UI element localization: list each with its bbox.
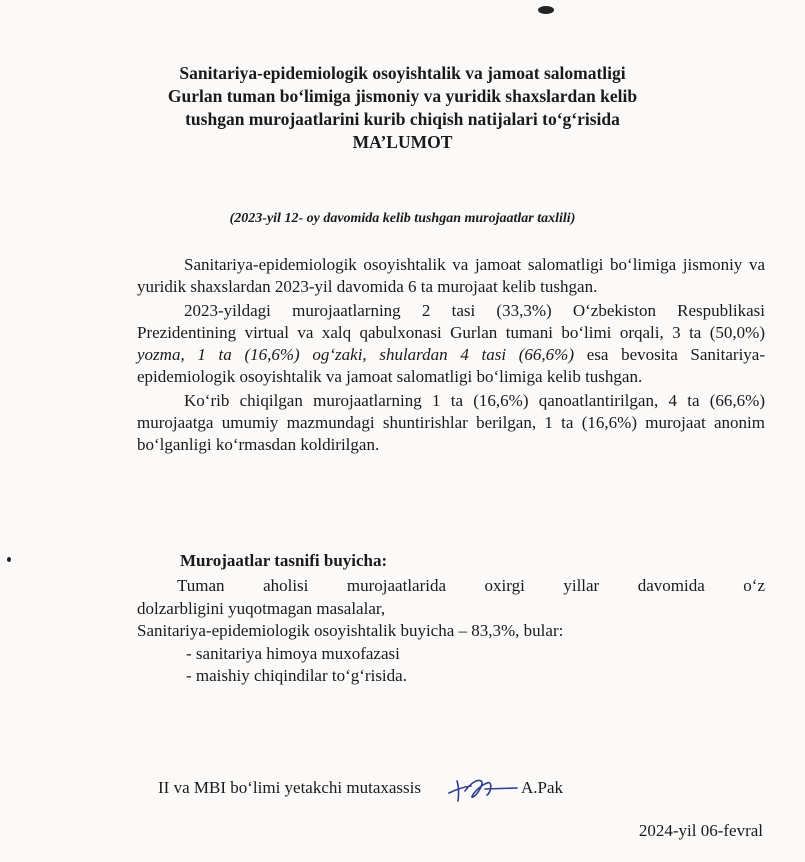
paragraph-total: Sanitariya-epidemiologik osoyishtalik va jamoat salomatligi bo‘limiga jismoniy va yuridik shaxslardan 2023-yil davomida 6 ta murojaat kelib tushgan. <box>137 255 765 297</box>
classification-line: Tuman aholisi murojaatlarida oxirgi yillar davomida o‘z <box>177 576 765 595</box>
paragraph-text: esa bevosita Sanitariya-epidemiologik osoyishtalik va jamoat salomatligi bo‘limiga kelib tushgan. <box>137 345 765 387</box>
document-subtitle: (2023-yil 12- oy davomida kelib tushgan murojaatlar taxlili) <box>229 211 576 226</box>
signature-mark <box>447 771 519 805</box>
signer-position: II va MBI bo‘limi yetakchi mutaxassis <box>158 778 421 797</box>
paragraph-channels <box>137 300 765 389</box>
list-item: - sanitariya himoya muxofazasi <box>186 643 400 663</box>
classification-section <box>137 575 765 688</box>
paragraph-italic-text: yozma, 1 ta (16,6%) og‘zaki, shulardan 4 tasi (66,6%) <box>137 345 575 365</box>
title-line: Sanitariya-epidemiologik osoyishtalik va jamoat salomatligi <box>179 63 626 83</box>
scan-speck <box>7 557 11 562</box>
document-date: 2024-yil 06-fevral <box>638 821 763 840</box>
title-line: Gurlan tuman bo‘limiga jismoniy va yuridik shaxslardan kelib <box>167 86 638 106</box>
title-line: MA’LUMOT <box>352 132 453 152</box>
document-title <box>0 62 805 154</box>
paragraph-text: 2023-yildagi murojaatlarning 2 tasi (33,3%) O‘zbekiston Respublikasi Prezidentining virtual va xalq qabulxonasi Gurlan tumani bo‘limi orqali, 3 ta (50,0%) <box>137 300 765 342</box>
list-item: - maishiy chiqindilar to‘g‘risida. <box>186 666 407 685</box>
document-body <box>137 254 765 457</box>
signature-block <box>158 771 563 805</box>
paragraph-results: Ko‘rib chiqilgan murojaatlarning 1 ta (16,6%) qanoatlantirilgan, 4 ta (66,6%) murojaatga umumiy mazmundagi shuntirishlar berilgan, 1 ta (16,6%) murojaat anonim bo‘lganligi ko‘rmasdan koldirilgan. <box>137 390 765 455</box>
title-line: tushgan murojaatlarini kurib chiqish natijalari to‘g‘risida <box>185 109 620 129</box>
classification-line: dolzarbligini yuqotmagan masalalar, <box>137 598 386 618</box>
classification-heading: Murojaatlar tasnifi buyicha: <box>180 551 388 570</box>
classification-line: Sanitariya-epidemiologik osoyishtalik buyicha – 83,3%, bular: <box>137 621 564 640</box>
scan-speck <box>538 6 554 14</box>
signer-name: A.Pak <box>520 778 564 797</box>
